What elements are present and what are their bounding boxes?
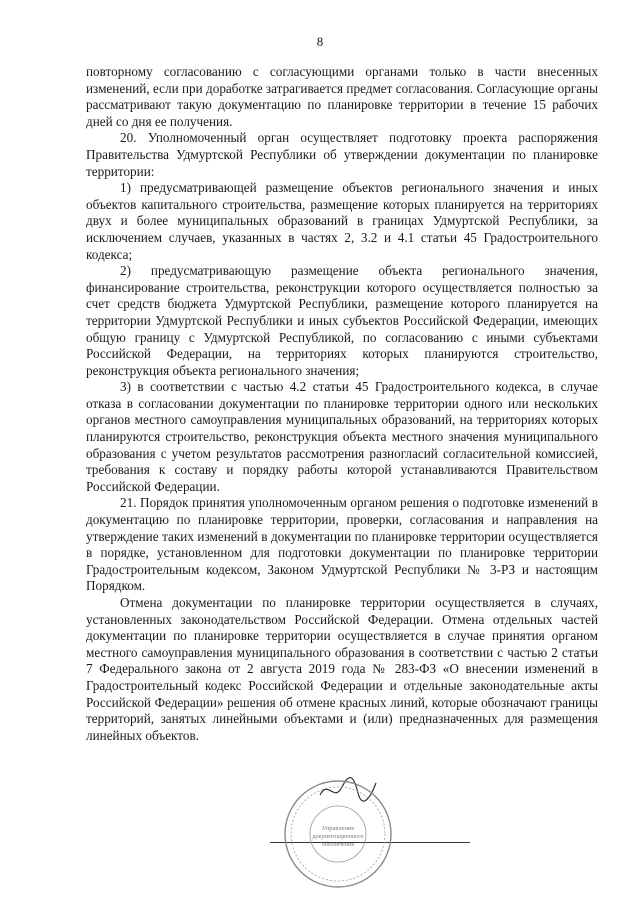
official-seal-icon (282, 778, 394, 890)
document-body (86, 64, 598, 744)
paragraph-subitem-1: 1) предусматривающей размещение объектов регионального значения и иных объектов капитального строительства, размещение которых планируется на территориях двух и более муниципальных образований в границах Удмуртской Республики, за исключением случаев, указанных в частях 2, 3.2 и 4.1 статьи 45 Градостроительного кодекса; (86, 180, 598, 262)
paragraph-subitem-3: 3) в соответствии с частью 4.2 статьи 45 Градостроительного кодекса, в случае отказа в согласовании документации по планировке территории одного или нескольких органов местного самоуправления муниципальных образований, на территориях которых планируются строительство, реконструкция объекта местного значения муниципального образования с учетом результатов рассмотрения разногласий согласительной комиссией, требования к составу и порядку работы которой устанавливаются Правительством Российской Федерации. (86, 379, 598, 494)
paragraph-item-20: 20. Уполномоченный орган осуществляет подготовку проекта распоряжения Правительства Удмуртской Республики об утверждении документации по планировке территории: (86, 130, 598, 179)
svg-text:документационного: документационного (312, 834, 364, 840)
svg-text:Управление: Управление (321, 825, 355, 832)
paragraph-continuation: повторному согласованию с согласующими органами только в части внесенных изменений, если при доработке затрагивается предмет согласования. Согласующие органы рассматривают такую документацию по планировке территории в течение 15 рабочих дней со дня ее получения. (86, 64, 598, 129)
paragraph-subitem-2: 2) предусматривающую размещение объекта регионального значения, финансирование строительства, реконструкции которого осуществляется полностью за счет средств бюджета Удмуртской Республики, размещение которого планируется на территории Удмуртской Республики и иных субъектов Российской Федерации, имеющих общую границу с Удмуртской Республикой, по согласованию с иными субъектами Российской Федерации, на территориях которых планируются строительство, реконструкция объекта регионального значения; (86, 263, 598, 378)
paragraph-item-21: 21. Порядок принятия уполномоченным органом решения о подготовке изменений в документацию по планировке территории, проверки, согласования и направления на утверждение таких изменений в документации по планировке территории осуществляется в порядке, установленном для подготовки документации по планировке территории Градостроительным кодексом, Законом Удмуртской Республики № 3-РЗ и настоящим Порядком. (86, 495, 598, 594)
page-number: 8 (316, 34, 324, 49)
svg-text:обеспечения: обеспечения (321, 842, 355, 848)
paragraph-cancellation: Отмена документации по планировке территории осуществляется в случаях, установленных законодательством Российской Федерации. Отмена отдельных частей документации по планировке территории осуществляется в случае принятия органом местного самоуправления муниципального образования в соответствии с частью 2 статьи 7 Федерального закона от 2 августа 2019 года № 283-ФЗ «О внесении изменений в Градостроительный кодекс Российской Федерации и отдельные законодательные акты Российской Федерации» решения об отмене красных линий, которые обозначают границы территорий, занятых линейными объектами и (или) предназначенных для размещения линейных объектов. (86, 595, 598, 743)
